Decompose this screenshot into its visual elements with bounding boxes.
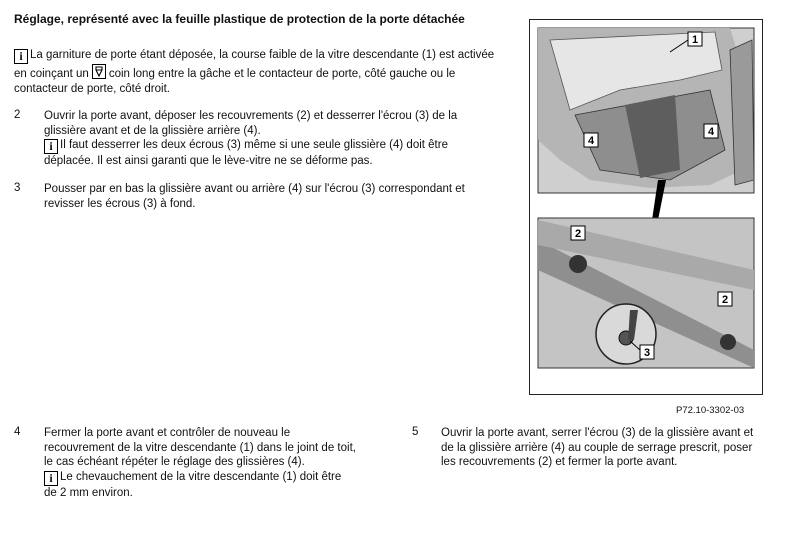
wedge-tool-icon <box>92 64 106 79</box>
step-number: 3 <box>14 182 21 194</box>
step-number: 5 <box>412 426 419 438</box>
step-note-text: Il faut desserrer les deux écrous (3) même si une seule glissière (4) doit être déplacée. Il est ainsi garanti que le lève-vitre ne se déforme pas. <box>44 139 448 167</box>
door-illustration <box>530 20 762 394</box>
intro-text-part2: coin long entre la gâche et le contacteur de porte, côté gauche ou le contacteur de porte, côté droit. <box>14 68 456 95</box>
step-text <box>44 109 476 169</box>
callout-label: 2 <box>721 294 729 306</box>
step-instruction: Fermer la porte avant et contrôler de nouveau le recouvrement de la vitre descendante (1) dans le joint de toit, le cas échéant répéter le réglage des glissières (4). <box>44 427 356 468</box>
info-icon: i <box>44 139 58 154</box>
figure-caption: P72.10-3302-03 <box>676 405 745 416</box>
callout-label: 2 <box>574 228 582 240</box>
illustration-figure <box>529 19 763 395</box>
callout-label: 4 <box>707 126 715 138</box>
step-number: 2 <box>14 109 21 121</box>
intro-text-part1: La garniture de porte étant déposée, la course faible de la vitre descendante (1) est activée en coinçant un <box>14 49 495 80</box>
callout-label: 1 <box>691 34 699 46</box>
callout-label: 4 <box>587 135 595 147</box>
callout-label: 3 <box>643 347 651 359</box>
step-note <box>44 470 356 501</box>
step-text: Pousser par en bas la glissière avant ou arrière (4) sur l'écrou (3) correspondant et revisser les écrous (3) à fond. <box>44 183 465 210</box>
step-text <box>44 426 356 500</box>
step-note <box>44 138 476 169</box>
page-title: Réglage, représenté avec la feuille plastique de protection de la porte détachée <box>14 12 465 26</box>
info-icon: i <box>44 471 58 486</box>
intro-paragraph <box>14 48 509 96</box>
step-number: 4 <box>14 426 21 438</box>
step-instruction: Ouvrir la porte avant, déposer les recouvrements (2) et desserrer l'écrou (3) de la glissière avant et de la glissière arrière (4). <box>44 110 458 137</box>
step-text: Ouvrir la porte avant, serrer l'écrou (3) de la glissière avant et de la glissière arrière (4) au couple de serrage prescrit, poser les recouvrements (2) et fermer la porte avant. <box>441 427 754 468</box>
info-icon: i <box>14 49 28 64</box>
step-note-text: Le chevauchement de la vitre descendante (1) doit être de 2 mm environ. <box>44 470 342 499</box>
